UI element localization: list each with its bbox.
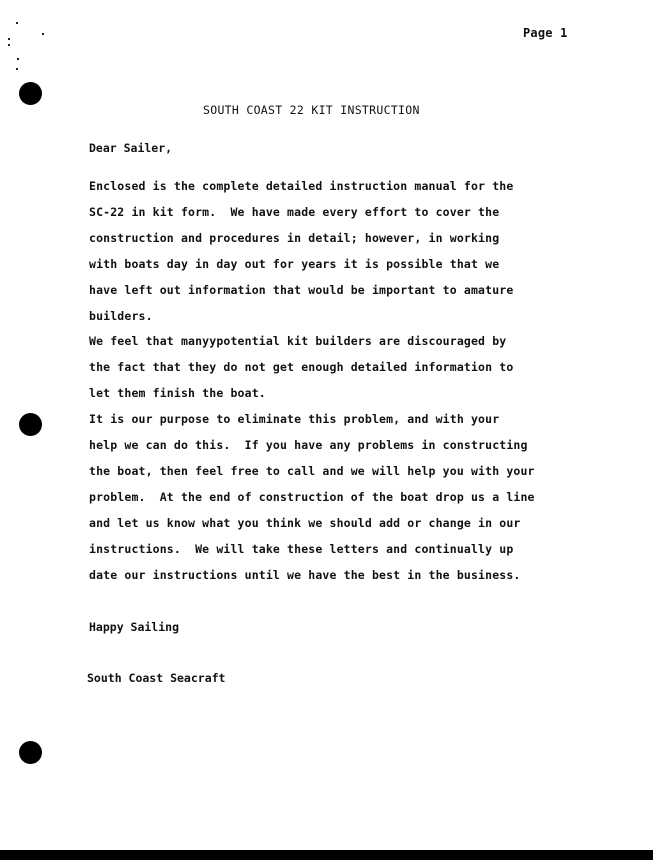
body-line: construction and procedures in detail; however, in working (89, 230, 500, 245)
body-line: with boats day in day out for years it is possible that we (89, 256, 500, 271)
body-line: It is our purpose to eliminate this problem, and with your (89, 412, 500, 427)
letter-body (89, 174, 609, 589)
scan-speck (8, 38, 10, 40)
body-line: SC-22 in kit form. We have made every effort to cover the (89, 204, 500, 219)
body-line: Enclosed is the complete detailed instruction manual for the (89, 179, 514, 193)
closing: Happy Sailing (89, 620, 180, 634)
body-line: let them finish the boat. (89, 386, 266, 401)
body-line: We feel that manyypotential kit builders are discouraged by (89, 334, 507, 349)
body-line: the fact that they do not get enough detailed information to (89, 360, 514, 375)
body-line: instructions. We will take these letters and continually up (89, 541, 514, 556)
body-line: and let us know what you think we should add or change in our (89, 515, 521, 530)
signature: South Coast Seacraft (87, 671, 226, 685)
body-line: date our instructions until we have the best in the business. (89, 567, 521, 582)
scan-speck (16, 22, 18, 24)
scan-speck (42, 33, 44, 35)
scan-speck (16, 68, 18, 70)
scan-bottom-edge (0, 850, 653, 860)
punch-hole (19, 741, 42, 764)
body-line: help we can do this. If you have any problems in constructing (89, 438, 528, 453)
page-number: Page 1 (523, 26, 568, 40)
salutation: Dear Sailer, (89, 141, 173, 155)
punch-hole (19, 82, 42, 105)
body-line: the boat, then feel free to call and we will help you with your (89, 463, 535, 478)
body-line: builders. (89, 308, 153, 323)
punch-hole (19, 413, 42, 436)
scan-speck (17, 58, 19, 60)
scan-speck (8, 44, 10, 46)
body-line: problem. At the end of construction of the boat drop us a line (89, 489, 535, 504)
document-title: SOUTH COAST 22 KIT INSTRUCTION (203, 103, 420, 117)
body-line: have left out information that would be important to amature (89, 282, 514, 297)
